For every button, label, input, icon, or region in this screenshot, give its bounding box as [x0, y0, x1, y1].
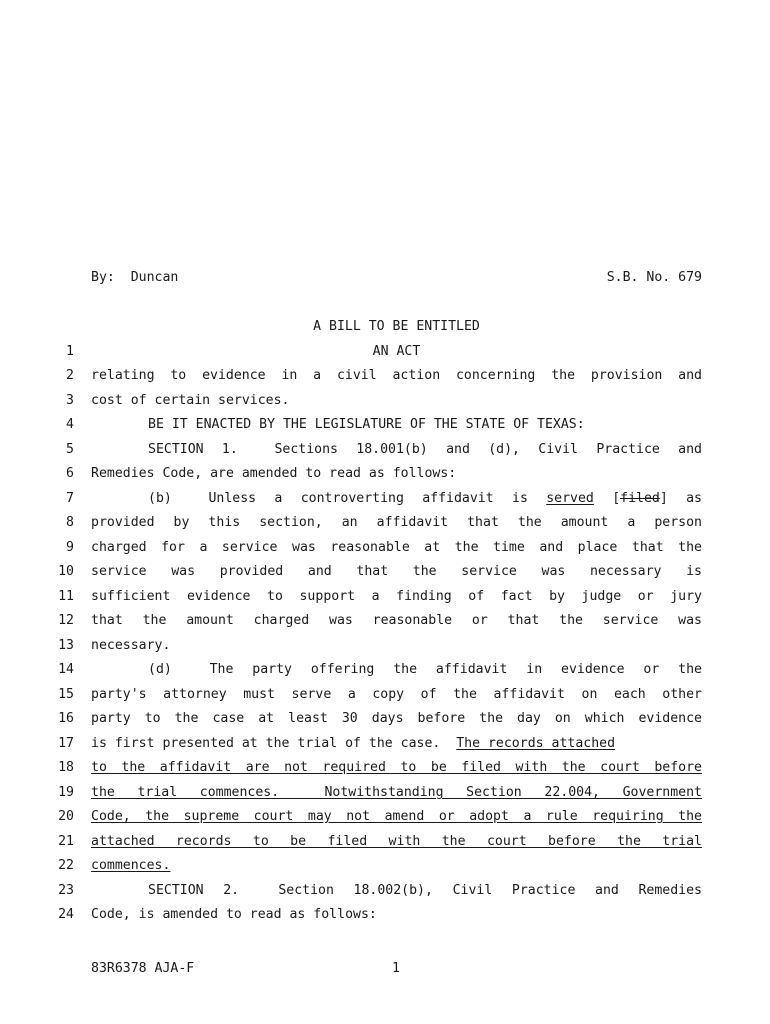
- line-number: 10: [58, 564, 74, 579]
- inserted-text-line: to the affidavit are not required to be filed with the court before: [91, 760, 702, 775]
- line-number: 3: [66, 393, 74, 408]
- bill-number: S.B. No. 679: [606, 270, 702, 285]
- body-line: [91, 736, 702, 751]
- text-run: [: [593, 491, 621, 506]
- body-line: necessary.: [91, 638, 171, 653]
- inserted-text-line: the trial commences. Notwithstanding Section 22.004, Government: [91, 785, 702, 800]
- author-name: Duncan: [130, 270, 179, 285]
- inserted-text: The records attached: [456, 736, 616, 751]
- line-number: 16: [58, 711, 74, 726]
- caption-line: relating to evidence in a civil action concerning the provision and: [91, 368, 702, 383]
- inserted-text-line: attached records to be filed with the court before the trial: [91, 834, 702, 849]
- line-number: 2: [66, 368, 74, 383]
- bill-title-entitled: A BILL TO BE ENTITLED: [313, 319, 480, 334]
- line-number: 12: [58, 613, 74, 628]
- body-line: party's attorney must serve a copy of the affidavit on each other: [91, 687, 702, 702]
- caption-line: cost of certain services.: [91, 393, 290, 408]
- line-number: 6: [66, 466, 74, 481]
- line-number: 15: [58, 687, 74, 702]
- section-1-heading: SECTION 1. Sections 18.001(b) and (d), Civil Practice and: [148, 442, 702, 457]
- inserted-text-line: Code, the supreme court may not amend or adopt a rule requiring the: [91, 809, 702, 824]
- line-number: 9: [66, 540, 74, 555]
- line-number: 11: [58, 589, 74, 604]
- document-id: 83R6378 AJA-F: [91, 961, 195, 976]
- body-line: sufficient evidence to support a finding of fact by judge or jury: [91, 589, 702, 604]
- line-number: 8: [66, 515, 74, 530]
- deleted-text: filed: [620, 491, 660, 506]
- bill-title-act: AN ACT: [372, 344, 421, 359]
- text-run: ] as: [659, 491, 702, 506]
- body-line: charged for a service was reasonable at the time and place that the: [91, 540, 702, 555]
- line-number: 5: [66, 442, 74, 457]
- line-number: 20: [58, 809, 74, 824]
- line-number: 23: [58, 883, 74, 898]
- line-number: 7: [66, 491, 74, 506]
- line-number: 17: [58, 736, 74, 751]
- by-label: By:: [91, 270, 115, 285]
- line-number: 22: [58, 858, 74, 873]
- text-run: is first presented at the trial of the case.: [91, 736, 457, 751]
- body-line: service was provided and that the service was necessary is: [91, 564, 702, 579]
- enacting-clause: BE IT ENACTED BY THE LEGISLATURE OF THE STATE OF TEXAS:: [148, 417, 585, 432]
- line-number: 24: [58, 907, 74, 922]
- subsection-b-line: [91, 491, 702, 506]
- line-number: 21: [58, 834, 74, 849]
- body-line: that the amount charged was reasonable or that the service was: [91, 613, 702, 628]
- inserted-text: served: [546, 491, 594, 506]
- line-number: 13: [58, 638, 74, 653]
- line-number: 18: [58, 760, 74, 775]
- line-number: 19: [58, 785, 74, 800]
- bill-header: [91, 270, 702, 288]
- body-line: party to the case at least 30 days before the day on which evidence: [91, 711, 702, 726]
- section-2-heading: SECTION 2. Section 18.002(b), Civil Practice and Remedies: [148, 883, 702, 898]
- author-line: [91, 270, 178, 285]
- text-run: (b) Unless a controverting affidavit is: [148, 491, 547, 506]
- body-line: Remedies Code, are amended to read as follows:: [91, 466, 457, 481]
- line-number: 14: [58, 662, 74, 677]
- inserted-text-line: commences.: [91, 858, 171, 873]
- page-number: 1: [392, 961, 400, 976]
- subsection-d-line: (d) The party offering the affidavit in evidence or the: [148, 662, 702, 677]
- line-number: 1: [66, 344, 74, 359]
- body-line: Code, is amended to read as follows:: [91, 907, 377, 922]
- body-line: provided by this section, an affidavit that the amount a person: [91, 515, 702, 530]
- line-number: 4: [66, 417, 74, 432]
